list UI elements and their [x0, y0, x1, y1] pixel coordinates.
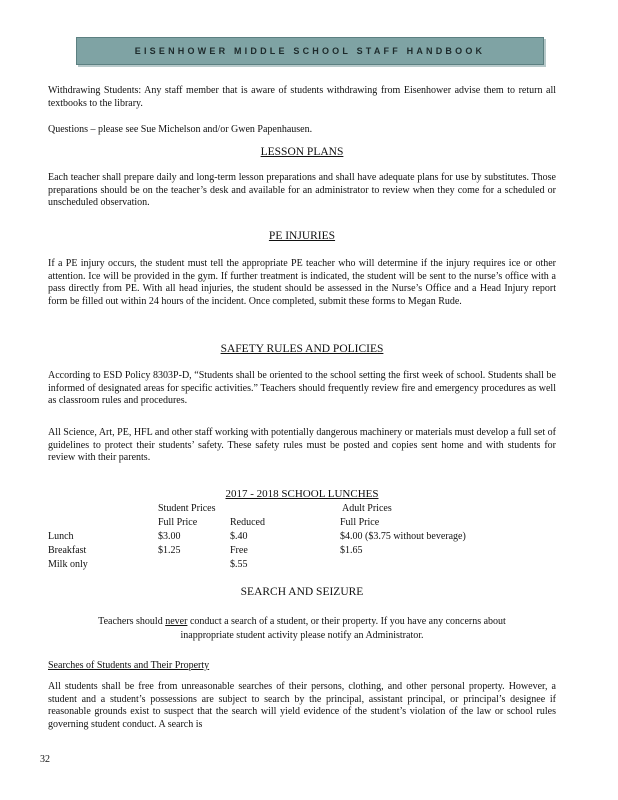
- questions-paragraph: Questions – please see Sue Michelson and/or Gwen Papenhausen.: [48, 124, 313, 135]
- student-full-price-header: Full Price: [158, 517, 198, 528]
- search-notice-pre: Teachers should: [98, 616, 163, 627]
- table-row: [46, 516, 544, 530]
- searches-paragraph: All students shall be free from unreasonable searches of their persons, clothing, and other personal property. However, a student and a student’s possessions are subject to search by the principal, assistant principal, or principal’s designee if reasonable grounds exist to suspect that the search will yield evidence of the student’s violation of the law or school rules governing student conduct. A search is: [48, 681, 556, 730]
- lunches-title: 2017 - 2018 SCHOOL LUNCHES: [225, 488, 379, 500]
- search-seizure-heading: SEARCH AND SEIZURE: [240, 586, 364, 598]
- safety-heading: SAFETY RULES AND POLICIES: [220, 343, 384, 355]
- page-number: 32: [40, 754, 50, 765]
- search-notice-post: conduct a search of a student, or their property. If you have any concerns about: [189, 616, 506, 627]
- table-row: [46, 544, 544, 558]
- handbook-banner: [76, 37, 544, 65]
- withdrawing-paragraph: Withdrawing Students: Any staff member that is aware of students withdrawing from Eisenhower advise them to return all textbooks to the library.: [48, 85, 556, 109]
- lunch-adult-full: $4.00 ($3.75 without beverage): [340, 531, 466, 542]
- breakfast-student-reduced: Free: [230, 545, 248, 556]
- student-prices-header: Student Prices: [158, 503, 216, 514]
- lesson-plans-heading: LESSON PLANS: [260, 146, 344, 158]
- lunch-price-table: [46, 502, 544, 572]
- breakfast-adult-full: $1.65: [340, 545, 363, 556]
- lunch-item: Lunch: [48, 531, 74, 542]
- breakfast-student-full: $1.25: [158, 545, 181, 556]
- searches-subheading: Searches of Students and Their Property: [48, 660, 210, 671]
- table-row: [46, 530, 544, 544]
- adult-prices-header: Adult Prices: [342, 503, 392, 514]
- table-row: [46, 558, 544, 572]
- milk-adult-full: [338, 558, 544, 572]
- safety-paragraph-2: All Science, Art, PE, HFL and other staff working with potentially dangerous machinery or materials must develop a full set of guidelines to protect their students’ safety. These safety rules must be posted and copies sent home and with students for review with their parents.: [48, 427, 556, 463]
- search-notice-line2: inappropriate student activity please notify an Administrator.: [180, 630, 424, 641]
- breakfast-item: Breakfast: [48, 545, 87, 556]
- milk-item: Milk only: [48, 559, 88, 570]
- table-row: [46, 502, 544, 516]
- safety-paragraph-1: According to ESD Policy 8303P-D, “Students shall be oriented to the school setting the first week of school. Students shall be informed of designated areas for specific activities.” Teachers should frequently review fire and emergency procedures as well as classroom rules and procedures.: [48, 370, 556, 406]
- lunch-student-reduced: $.40: [230, 531, 248, 542]
- pe-injuries-heading: PE INJURIES: [268, 230, 336, 242]
- adult-full-price-header: Full Price: [340, 517, 380, 528]
- milk-student-reduced: $.55: [230, 559, 248, 570]
- banner-title: EISENHOWER MIDDLE SCHOOL STAFF HANDBOOK: [134, 46, 486, 56]
- milk-student-full: [156, 558, 228, 572]
- search-notice: [48, 615, 556, 643]
- lesson-plans-paragraph: Each teacher shall prepare daily and long-term lesson preparations and shall have adequate plans for use by substitutes. Those preparations should be on the teacher’s desk and available for an administrator to review when they come for a scheduled or unscheduled observation.: [48, 172, 556, 208]
- search-notice-never: never: [165, 616, 188, 627]
- lunch-student-full: $3.00: [158, 531, 181, 542]
- student-reduced-header: Reduced: [230, 517, 265, 528]
- pe-injuries-paragraph: If a PE injury occurs, the student must tell the appropriate PE teacher who will determine if the injury requires ice or other attention. Ice will be provided in the gym. If further treatment is indicated, the student will be sent to the nurse’s office with a pass directly from PE. With all head injuries, the student should be assessed in the Nurse’s Office and a Head Injury report form be filled out within 24 hours of the incident. Once completed, submit these forms to Megan Rude.: [48, 258, 556, 307]
